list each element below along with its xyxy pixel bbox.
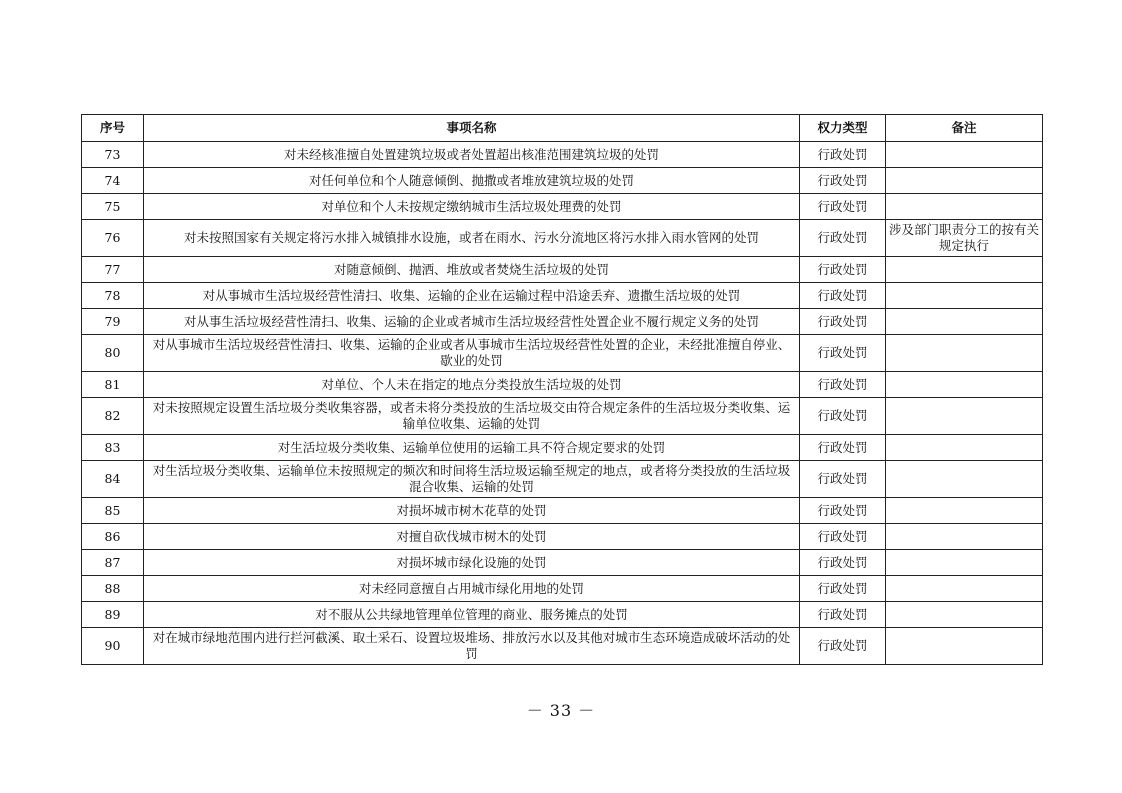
row-item-name: 对单位和个人未按规定缴纳城市生活垃圾处理费的处罚 [144, 194, 800, 220]
row-serial-number: 78 [82, 283, 144, 309]
row-power-type: 行政处罚 [800, 194, 886, 220]
row-serial-number: 76 [82, 220, 144, 257]
table-row [82, 142, 1043, 168]
row-serial-number: 80 [82, 335, 144, 372]
table-row [82, 628, 1043, 665]
page-number: － 33 － [526, 701, 596, 720]
row-serial-number: 89 [82, 602, 144, 628]
row-item-name: 对损坏城市绿化设施的处罚 [144, 550, 800, 576]
row-serial-number: 83 [82, 435, 144, 461]
row-remarks [886, 398, 1043, 435]
row-item-name: 对从事生活垃圾经营性清扫、收集、运输的企业或者城市生活垃圾经营性处置企业不履行规定义务的处罚 [144, 309, 800, 335]
row-item-name: 对在城市绿地范围内进行拦河截溪、取土采石、设置垃圾堆场、排放污水以及其他对城市生态环境造成破坏活动的处罚 [144, 628, 800, 665]
table-row [82, 372, 1043, 398]
row-remarks [886, 602, 1043, 628]
row-remarks [886, 576, 1043, 602]
table-row [82, 498, 1043, 524]
table-row [82, 257, 1043, 283]
header-serial-number: 序号 [82, 115, 144, 142]
row-serial-number: 73 [82, 142, 144, 168]
row-power-type: 行政处罚 [800, 524, 886, 550]
row-serial-number: 79 [82, 309, 144, 335]
row-item-name: 对未按照规定设置生活垃圾分类收集容器，或者未将分类投放的生活垃圾交由符合规定条件的生活垃圾分类收集、运输单位收集、运输的处罚 [144, 398, 800, 435]
row-remarks [886, 550, 1043, 576]
row-serial-number: 75 [82, 194, 144, 220]
row-item-name: 对生活垃圾分类收集、运输单位未按照规定的频次和时间将生活垃圾运输至规定的地点，或者将分类投放的生活垃圾混合收集、运输的处罚 [144, 461, 800, 498]
row-remarks [886, 309, 1043, 335]
row-power-type: 行政处罚 [800, 576, 886, 602]
table-row [82, 283, 1043, 309]
row-power-type: 行政处罚 [800, 335, 886, 372]
power-list-table [81, 114, 1043, 665]
table-row [82, 576, 1043, 602]
row-item-name: 对未经核准擅自处置建筑垃圾或者处置超出核准范围建筑垃圾的处罚 [144, 142, 800, 168]
row-power-type: 行政处罚 [800, 142, 886, 168]
row-serial-number: 81 [82, 372, 144, 398]
row-item-name: 对擅自砍伐城市树木的处罚 [144, 524, 800, 550]
row-item-name: 对损坏城市树木花草的处罚 [144, 498, 800, 524]
row-item-name: 对单位、个人未在指定的地点分类投放生活垃圾的处罚 [144, 372, 800, 398]
row-serial-number: 86 [82, 524, 144, 550]
row-item-name: 对不服从公共绿地管理单位管理的商业、服务摊点的处罚 [144, 602, 800, 628]
table-row [82, 435, 1043, 461]
row-serial-number: 88 [82, 576, 144, 602]
row-remarks [886, 372, 1043, 398]
row-power-type: 行政处罚 [800, 602, 886, 628]
row-power-type: 行政处罚 [800, 435, 886, 461]
row-remarks [886, 194, 1043, 220]
row-serial-number: 85 [82, 498, 144, 524]
row-power-type: 行政处罚 [800, 628, 886, 665]
row-serial-number: 74 [82, 168, 144, 194]
row-remarks [886, 628, 1043, 665]
row-item-name: 对生活垃圾分类收集、运输单位使用的运输工具不符合规定要求的处罚 [144, 435, 800, 461]
header-power-type: 权力类型 [800, 115, 886, 142]
row-power-type: 行政处罚 [800, 168, 886, 194]
row-power-type: 行政处罚 [800, 309, 886, 335]
table-row [82, 550, 1043, 576]
row-power-type: 行政处罚 [800, 498, 886, 524]
header-remarks: 备注 [886, 115, 1043, 142]
row-remarks [886, 142, 1043, 168]
row-remarks: 涉及部门职责分工的按有关规定执行 [886, 220, 1043, 257]
row-remarks [886, 283, 1043, 309]
row-power-type: 行政处罚 [800, 398, 886, 435]
row-power-type: 行政处罚 [800, 461, 886, 498]
row-power-type: 行政处罚 [800, 550, 886, 576]
row-power-type: 行政处罚 [800, 257, 886, 283]
row-power-type: 行政处罚 [800, 283, 886, 309]
row-remarks [886, 257, 1043, 283]
row-power-type: 行政处罚 [800, 372, 886, 398]
row-serial-number: 84 [82, 461, 144, 498]
row-item-name: 对随意倾倒、抛洒、堆放或者焚烧生活垃圾的处罚 [144, 257, 800, 283]
row-remarks [886, 498, 1043, 524]
table-row [82, 335, 1043, 372]
row-remarks [886, 461, 1043, 498]
row-item-name: 对未按照国家有关规定将污水排入城镇排水设施，或者在雨水、污水分流地区将污水排入雨水管网的处罚 [144, 220, 800, 257]
table-row [82, 398, 1043, 435]
row-serial-number: 82 [82, 398, 144, 435]
table-row [82, 220, 1043, 257]
row-power-type: 行政处罚 [800, 220, 886, 257]
table-header-row [82, 115, 1043, 142]
table-row [82, 194, 1043, 220]
table-row [82, 309, 1043, 335]
table-body [82, 142, 1043, 665]
row-remarks [886, 524, 1043, 550]
row-item-name: 对任何单位和个人随意倾倒、抛撒或者堆放建筑垃圾的处罚 [144, 168, 800, 194]
table-row [82, 168, 1043, 194]
row-remarks [886, 335, 1043, 372]
row-serial-number: 87 [82, 550, 144, 576]
row-item-name: 对未经同意擅自占用城市绿化用地的处罚 [144, 576, 800, 602]
table-row [82, 524, 1043, 550]
row-item-name: 对从事城市生活垃圾经营性清扫、收集、运输的企业或者从事城市生活垃圾经营性处置的企业，未经批准擅自停业、歇业的处罚 [144, 335, 800, 372]
row-serial-number: 77 [82, 257, 144, 283]
table-row [82, 461, 1043, 498]
row-item-name: 对从事城市生活垃圾经营性清扫、收集、运输的企业在运输过程中沿途丢弃、遗撒生活垃圾的处罚 [144, 283, 800, 309]
table-row [82, 602, 1043, 628]
row-remarks [886, 435, 1043, 461]
header-item-name: 事项名称 [144, 115, 800, 142]
row-remarks [886, 168, 1043, 194]
row-serial-number: 90 [82, 628, 144, 665]
